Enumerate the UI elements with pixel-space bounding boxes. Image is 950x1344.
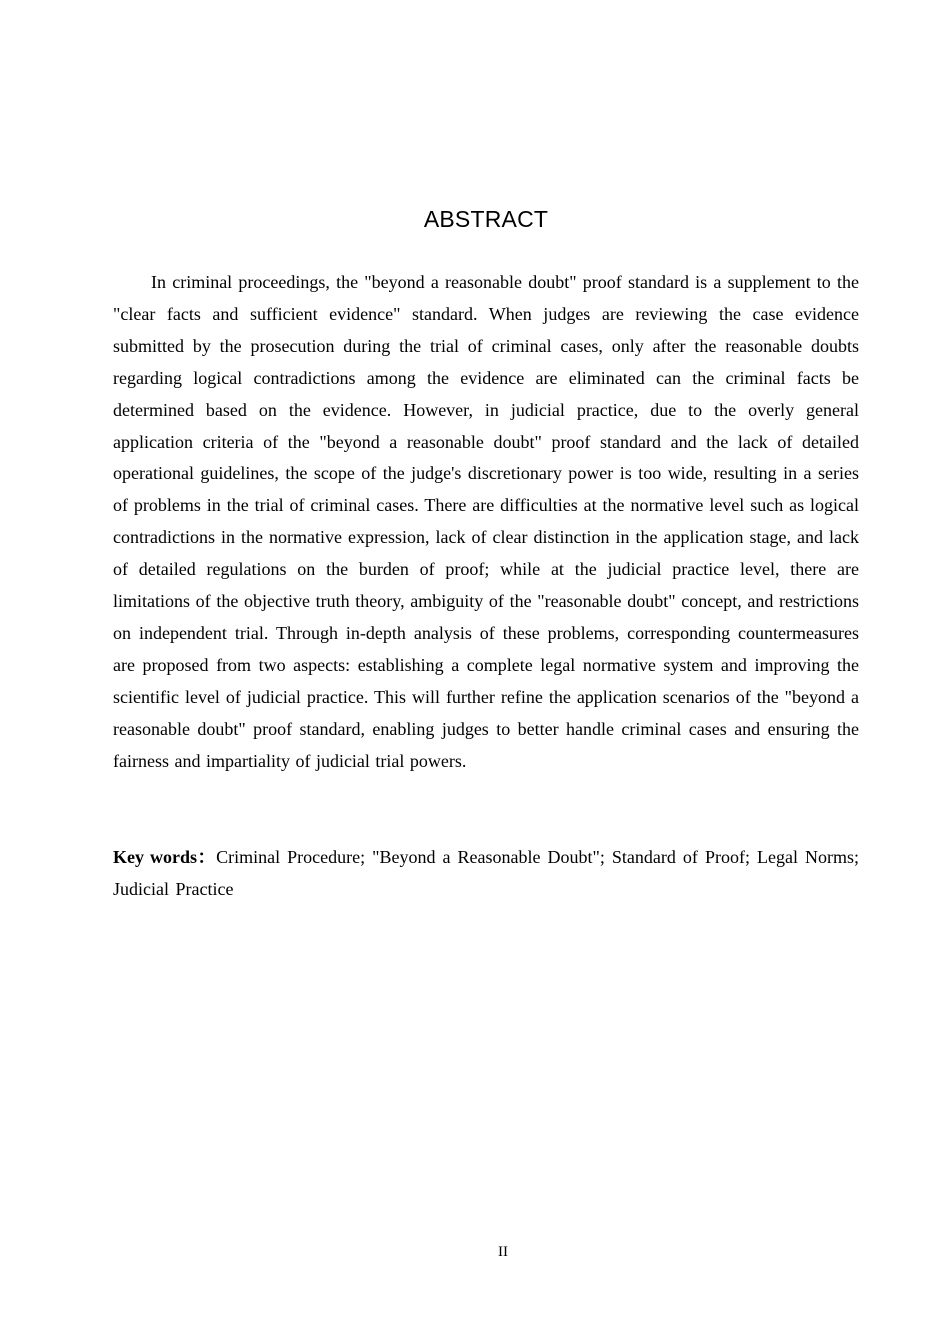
abstract-paragraph: In criminal proceedings, the "beyond a reasonable doubt" proof standard is a supplement to the "clear facts and sufficient evidence" standard. When judges are reviewing the case evidence submitted by the prosecution during the trial of criminal cases, only after the reasonable doubts regarding logical contradictions among the evidence are eliminated can the criminal facts be determined based on the evidence. However, in judicial practice, due to the overly general application criteria of the "beyond a reasonable doubt" proof standard and the lack of detailed operational guidelines, the scope of the judge's discretionary power is too wide, resulting in a series of problems in the trial of criminal cases. There are difficulties at the normative level such as logical contradictions in the normative expression, lack of clear distinction in the application stage, and lack of detailed regulations on the burden of proof; while at the judicial practice level, there are limitations of the objective truth theory, ambiguity of the "reasonable doubt" concept, and restrictions on independent trial. Through in-depth analysis of these problems, corresponding countermeasures are proposed from two aspects: establishing a complete legal normative system and improving the scientific level of judicial practice. This will further refine the application scenarios of the "beyond a reasonable doubt" proof standard, enabling judges to better handle criminal cases and ensuring the fairness and impartiality of judicial trial powers. bbox=[113, 272, 859, 771]
page-title: ABSTRACT bbox=[423, 206, 549, 232]
page-number: II bbox=[498, 1244, 508, 1260]
keywords-line bbox=[113, 842, 859, 906]
keywords-label: Key words： bbox=[113, 847, 217, 867]
keywords-text: Criminal Procedure; "Beyond a Reasonable Doubt"; Standard of Proof; Legal Norms; Judicial Practice bbox=[113, 847, 859, 899]
